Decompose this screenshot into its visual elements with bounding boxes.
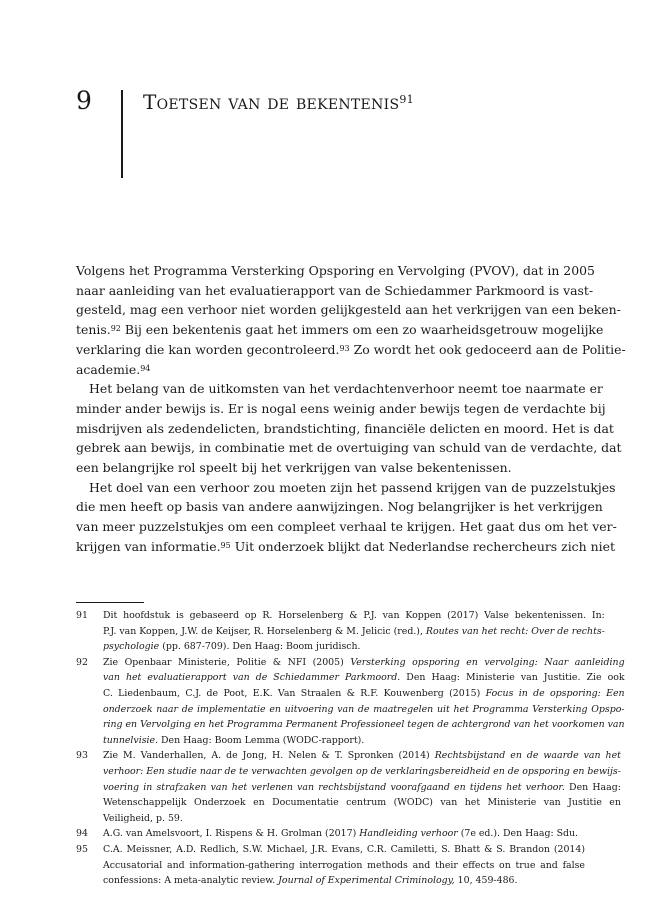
body-line-text: verklaring die kan worden gecontroleerd. xyxy=(76,341,340,357)
footnote-line xyxy=(103,624,605,640)
body-line-text: misdrijven als zedendelicten, brandstichting, financiële delicten en moord. Het is dat xyxy=(76,420,614,436)
footnote-separator xyxy=(76,602,144,603)
footnote-italic-text: van het evaluatierapport van de Schiedammer Parkmoord. xyxy=(103,672,401,684)
chapter-divider xyxy=(121,90,123,178)
footnote-line-text: Veiligheid, p. 59. xyxy=(103,812,183,824)
body-line-text: Bij een bekentenis gaat het immers om een zo waarheidsgetrouw mogelijke xyxy=(120,322,604,338)
body-line-text: die men heeft op basis van andere aanwijzingen. Nog belangrijker is het verkrijgen xyxy=(76,499,603,515)
footnote-text xyxy=(103,748,621,826)
footnote-text xyxy=(103,608,605,655)
footnote-number: 91 xyxy=(76,610,88,621)
footnote-ref[interactable]: 94 xyxy=(140,363,151,373)
footnote-line-text: Wetenschappelijk Onderzoek en Documentatie centrum (WODC) van het Ministerie van Justitie en xyxy=(103,797,621,809)
footnote-line xyxy=(103,686,625,702)
footnote-italic-text: Handleiding verhoor xyxy=(359,828,458,840)
body-line-text: tenis. xyxy=(76,322,111,338)
footnote-line xyxy=(103,858,585,874)
body-line xyxy=(76,300,621,320)
body-line-text: Volgens het Programma Versterking Opsporing en Vervolging (PVOV), dat in 2005 xyxy=(76,263,595,278)
body-line xyxy=(76,517,617,537)
body-line-text: krijgen van informatie. xyxy=(76,538,221,554)
footnote-line-text: confessions: A meta-analytic review. xyxy=(103,875,279,887)
body-line-text: Het doel van een verhoor zou moeten zijn het passend krijgen van de puzzelstukjes xyxy=(89,479,616,495)
body-line-text: gesteld, mag een verhoor niet worden gelijkgesteld aan het verkrijgen van een beken- xyxy=(76,302,621,318)
footnote-line-text: Den Haag: xyxy=(564,781,621,793)
footnote-number: 94 xyxy=(76,828,88,840)
chapter-number: 9 xyxy=(76,86,92,115)
footnote-line-text: 10, 459-486. xyxy=(454,875,518,887)
footnote-line xyxy=(103,842,585,858)
body-line-text: Zo wordt het ook gedoceerd aan de Politie- xyxy=(349,341,626,357)
chapter-title-text: Toetsen van de bekentenis xyxy=(143,90,400,114)
footnote-line-text: Den Haag: Boom Lemma (WODC-rapport). xyxy=(158,734,365,746)
footnote-line-text: C.A. Meissner, A.D. Redlich, S.W. Michael, J.R. Evans, C.R. Camiletti, S. Bhatt & S. Brandon (2014) xyxy=(103,843,585,855)
footnote-line-text: (pp. 687-709). Den Haag: Boom juridisch. xyxy=(159,641,361,653)
body-text xyxy=(76,261,626,557)
footnote-italic-text: voering in strafzaken van het verlenen van rechtsbijstand voorafgaand en tijdens het verhoor. xyxy=(103,781,565,793)
footnote-ref[interactable]: 93 xyxy=(339,343,350,353)
footnote-italic-text: Routes van het recht: Over de rechts- xyxy=(425,625,605,637)
footnote-line xyxy=(103,748,621,764)
body-line-text: gebrek aan bewijs, in combinatie met de overtuiging van schuld van de verdachte, dat xyxy=(76,440,622,456)
footnote-line xyxy=(103,826,585,842)
body-line xyxy=(76,478,616,498)
footnote-text xyxy=(103,655,625,749)
footnote-line xyxy=(103,702,625,718)
chapter-title xyxy=(143,90,414,114)
footnote-italic-text: Versterking opsporing en vervolging: Naar aanleiding xyxy=(350,656,625,668)
footnote-line-text: P.J. van Koppen, J.W. de Keijser, R. Horselenberg & M. Jelicic (red.), xyxy=(103,625,426,637)
body-line xyxy=(76,320,604,340)
body-line xyxy=(76,340,626,360)
footnote-line-text: Zie M. Vanderhallen, A. de Jong, H. Nelen & T. Spronken (2014) xyxy=(103,750,435,762)
body-line xyxy=(76,419,614,439)
footnote-line-text: A.G. van Amelsvoort, I. Rispens & H. Grolman (2017) xyxy=(103,828,360,840)
body-line xyxy=(76,281,594,301)
footnote-italic-text: Focus in de opsporing: Een xyxy=(485,687,625,699)
footnote-italic-text: onderzoek naar de implementatie en uitvoering van de maatregelen uit het Programma Versterking Opspo- xyxy=(103,703,625,715)
footnote-italic-text: ring en Vervolging en het Programma Permanent Professioneel tegen de achtergrond van het voorkomen van xyxy=(103,719,625,731)
chapter-title-footnote-ref: 91 xyxy=(399,93,414,106)
body-line xyxy=(76,360,576,380)
body-line xyxy=(76,537,615,557)
body-line-text: een belangrijke rol speelt bij het verkrijgen van valse bekentenissen. xyxy=(76,460,512,476)
footnote-line-text: C. Liedenbaum, C.J. de Poot, E.K. Van Straalen & R.F. Kouwenberg (2015) xyxy=(103,687,486,699)
footnote-line xyxy=(103,873,585,889)
footnote-line xyxy=(103,608,605,624)
footnote-item xyxy=(76,826,585,842)
footnote-line xyxy=(103,764,621,780)
footnote-item xyxy=(76,748,621,826)
footnote-item xyxy=(76,655,625,749)
footnote-line xyxy=(103,795,621,811)
footnote-number: 95 xyxy=(76,843,88,855)
footnote-line xyxy=(103,717,625,733)
footnote-line-text: Accusatorial and information-gathering interrogation methods and their effects on true and false xyxy=(103,859,585,871)
footnote-item xyxy=(76,842,585,889)
footnote-line-text: Dit hoofdstuk is gebaseerd op R. Horselenberg & P.J. van Koppen (2017) Valse bekentenissen. In: xyxy=(103,610,605,621)
footnote-line-text: (7e ed.). Den Haag: Sdu. xyxy=(457,828,579,840)
footnote-number: 92 xyxy=(76,656,88,668)
footnote-ref[interactable]: 92 xyxy=(110,324,121,334)
footnote-number: 93 xyxy=(76,750,88,762)
footnote-item xyxy=(76,608,605,655)
footnote-line xyxy=(103,639,605,655)
footnote-line xyxy=(103,670,625,686)
footnote-italic-text: verhoor: Een studie naar de te verwachten gevolgen op de verklaringsbereidheid en de opsporing en bewijs- xyxy=(103,765,621,777)
footnote-line xyxy=(103,811,621,827)
footnote-line-text: Zie Openbaar Ministerie, Politie & NFI (2005) xyxy=(103,656,351,668)
footnotes xyxy=(76,608,625,889)
footnote-ref[interactable]: 95 xyxy=(220,540,231,550)
body-line-text: naar aanleiding van het evaluatierapport van de Schiedammer Parkmoord is vast- xyxy=(76,282,594,298)
footnote-italic-text: psychologie xyxy=(103,641,160,653)
body-line xyxy=(76,399,606,419)
footnote-italic-text: tunnelvisie. xyxy=(103,734,159,746)
footnote-italic-text: Rechtsbijstand en de waarde van het xyxy=(434,750,621,762)
body-line-text: Uit onderzoek blijkt dat Nederlandse rechercheurs zich niet xyxy=(230,538,615,554)
body-line-text: academie. xyxy=(76,361,141,377)
body-line xyxy=(76,458,576,478)
body-line xyxy=(76,438,622,458)
footnote-text xyxy=(103,826,585,842)
body-line-text: van meer puzzelstukjes om een compleet verhaal te krijgen. Het gaat dus om het ver- xyxy=(76,519,617,535)
body-line-text: Het belang van de uitkomsten van het verdachtenverhoor neemt toe naarmate er xyxy=(89,381,603,397)
footnote-line xyxy=(103,655,625,671)
footnote-italic-text: Journal of Experimental Criminology, xyxy=(278,875,455,887)
body-line xyxy=(76,261,595,281)
body-line xyxy=(76,379,603,399)
body-line xyxy=(76,497,603,517)
footnote-line xyxy=(103,733,625,749)
footnote-line xyxy=(103,780,621,796)
body-line-text: minder ander bewijs is. Er is nogal eens weinig ander bewijs tegen de verdachte bij xyxy=(76,400,606,416)
footnote-line-text: Den Haag: Ministerie van Justitie. Zie ook xyxy=(400,672,625,684)
footnote-text xyxy=(103,842,585,889)
